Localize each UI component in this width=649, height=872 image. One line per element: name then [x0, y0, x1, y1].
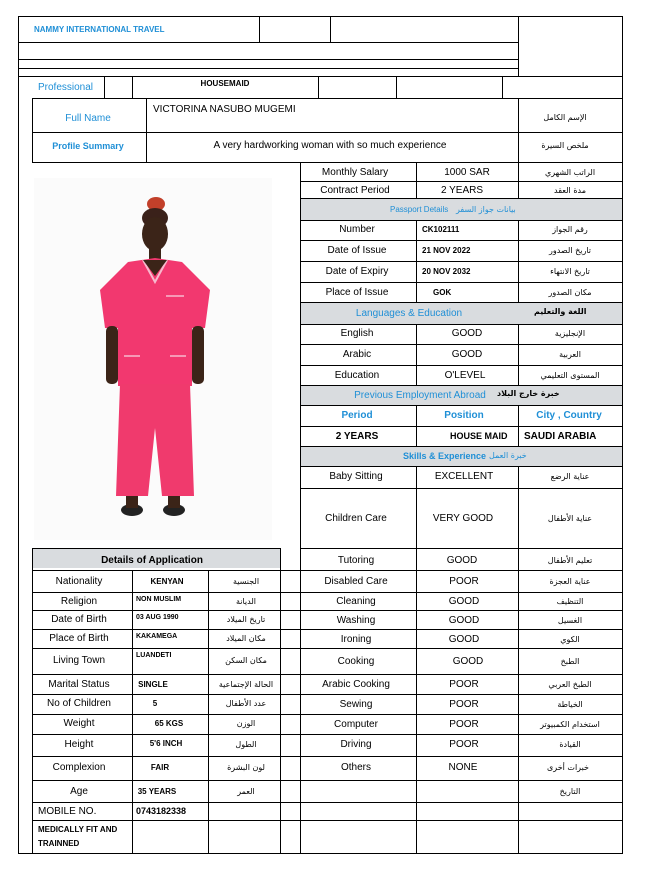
salary-value: 1000 SAR: [444, 167, 490, 178]
application-value: 5'6 INCH: [149, 739, 183, 748]
arabic-label: Arabic: [342, 349, 372, 360]
skill-ar: عناية العجزة: [549, 577, 591, 586]
skill-label: Cleaning: [336, 596, 376, 607]
passport-number-label: Number: [339, 224, 375, 235]
application-label: Nationality: [55, 576, 103, 587]
mobile-value: 0743182338: [136, 806, 187, 816]
place-of-issue-label: Place of Issue: [325, 287, 389, 298]
skill-label: Ironing: [340, 634, 372, 645]
application-label: Age: [70, 786, 88, 797]
application-label: No of Children: [47, 698, 111, 709]
period-column-header: Period: [341, 410, 373, 421]
candidate-photo: [34, 178, 272, 540]
passport-heading-ar: بيانات جواز السفر: [456, 205, 516, 214]
application-ar: عدد الأطفال: [225, 699, 267, 708]
skill-value: NONE: [448, 762, 478, 773]
issue-date-label: Date of Issue: [327, 245, 387, 256]
skills-heading: Skills & Experience: [403, 451, 487, 461]
english-label: English: [340, 328, 374, 339]
salary-ar: الراتب الشهري: [544, 168, 596, 177]
english-ar: الإنجليزية: [554, 329, 586, 338]
skill-value: GOOD: [448, 634, 480, 645]
skill-value: POOR: [449, 719, 479, 730]
full-name-value: VICTORINA NASUBO MUGEMI: [153, 104, 296, 115]
application-value: 65 KGS: [154, 719, 184, 728]
application-value: KENYAN: [150, 577, 184, 586]
application-ar: الطول: [235, 740, 257, 749]
skill-ar: الغسيل: [557, 616, 583, 625]
medical-status-line2: TRAINNED: [38, 839, 80, 848]
contract-period-value: 2 YEARS: [440, 185, 484, 196]
employment-period-value: 2 YEARS: [335, 431, 379, 442]
application-heading: Details of Application: [101, 555, 203, 566]
application-label: Weight: [63, 718, 95, 729]
contract-period-ar: مدة العقد: [554, 186, 586, 195]
date-ar: التاريخ: [559, 787, 581, 796]
education-value: O'LEVEL: [444, 370, 486, 381]
skill-label: Cooking: [337, 656, 375, 667]
skill-label: Baby Sitting: [329, 471, 383, 482]
application-value: 35 YEARS: [137, 787, 177, 796]
education-ar: المستوى التعليمي: [540, 371, 600, 380]
skill-label: Computer: [334, 719, 378, 730]
application-ar: مكان الميلاد: [226, 634, 266, 643]
application-value: SINGLE: [138, 680, 168, 689]
passport-number-ar: رقم الجواز: [552, 225, 588, 234]
application-value: KAKAMEGA: [136, 633, 178, 640]
skill-label: Sewing: [339, 699, 373, 710]
skill-ar: الطبخ: [560, 657, 580, 666]
skill-ar: الخياطة: [557, 700, 583, 709]
skill-ar: تعليم الأطفال: [547, 556, 593, 565]
skill-label: Tutoring: [337, 555, 375, 566]
skill-ar: القيادة: [559, 740, 581, 749]
application-ar: الوزن: [236, 719, 256, 728]
skill-ar: عناية الأطفال: [547, 514, 593, 523]
expiry-date-value: 20 NOV 2032: [422, 267, 471, 276]
employment-country-value: SAUDI ARABIA: [524, 431, 597, 442]
skill-label: Children Care: [325, 513, 387, 524]
skill-label: Driving: [340, 739, 372, 750]
application-ar: مكان السكن: [225, 656, 267, 665]
skill-ar: عناية الرضع: [550, 472, 590, 481]
country-column-header: City , Country: [536, 410, 602, 421]
skill-ar: الطبخ العربي: [548, 680, 592, 689]
issue-date-ar: تاريخ الصدور: [549, 246, 591, 255]
languages-heading-ar: اللغة والتعليم: [534, 307, 587, 316]
application-label: Complexion: [52, 762, 106, 773]
profile-summary-label: Profile Summary: [52, 141, 124, 151]
application-label: Place of Birth: [49, 633, 109, 644]
application-value: FAIR: [150, 763, 170, 772]
professional-label: Professional: [38, 82, 94, 93]
application-ar: العمر: [237, 787, 255, 796]
skill-value: VERY GOOD: [432, 513, 494, 524]
skill-value: GOOD: [446, 555, 478, 566]
application-ar: الديانة: [235, 597, 257, 606]
profession-value: HOUSEMAID: [200, 79, 250, 88]
skill-value: GOOD: [452, 656, 484, 667]
skill-value: GOOD: [448, 596, 480, 607]
application-label: Height: [64, 739, 94, 750]
skill-label: Washing: [336, 615, 376, 626]
skill-value: POOR: [449, 576, 479, 587]
profile-summary-value: A very hardworking woman with so much experience: [213, 140, 447, 151]
application-ar: الحالة الإجتماعية: [218, 680, 274, 689]
company-name: NAMMY INTERNATIONAL TRAVEL: [34, 25, 165, 34]
english-value: GOOD: [451, 328, 483, 339]
application-ar: تاريخ الميلاد: [226, 615, 266, 624]
employment-position-value: HOUSE MAID: [450, 431, 508, 441]
arabic-value: GOOD: [451, 349, 483, 360]
application-ar: لون البشرة: [227, 763, 265, 772]
employment-heading: Previous Employment Abroad: [354, 390, 486, 401]
skills-heading-ar: خبرة العمل: [489, 451, 527, 460]
skill-label: Arabic Cooking: [322, 679, 390, 690]
profile-summary-ar: ملخص السيرة: [541, 141, 589, 150]
skill-value: POOR: [449, 699, 479, 710]
application-value: 03 AUG 1990: [136, 614, 179, 621]
skill-value: POOR: [449, 679, 479, 690]
contract-period-label: Contract Period: [320, 185, 390, 196]
application-label: Living Town: [52, 655, 106, 666]
expiry-date-label: Date of Expiry: [325, 266, 389, 277]
medical-status-line1: MEDICALLY FIT AND: [38, 825, 118, 834]
skill-value: GOOD: [448, 615, 480, 626]
skill-ar: التنظيف: [556, 597, 584, 606]
skill-label: Disabled Care: [324, 576, 388, 587]
employment-heading-ar: خبرة خارج البلاد: [497, 389, 560, 398]
application-ar: الجنسية: [232, 577, 260, 586]
expiry-date-ar: تاريخ الانتهاء: [550, 267, 590, 276]
salary-label: Monthly Salary: [321, 167, 389, 178]
skill-label: Others: [340, 762, 372, 773]
passport-heading: Passport Details: [390, 205, 449, 214]
application-value: NON MUSLIM: [136, 596, 182, 603]
issue-date-value: 21 NOV 2022: [422, 246, 471, 255]
application-value: 5: [152, 699, 158, 708]
skill-ar: الكوي: [560, 635, 580, 644]
skill-ar: استخدام الكمبيوتر: [540, 720, 600, 729]
arabic-ar: العربية: [559, 350, 581, 359]
place-of-issue-ar: مكان الصدور: [548, 288, 592, 297]
skill-ar: خبرات أخرى: [547, 763, 589, 772]
application-label: Marital Status: [48, 679, 110, 690]
full-name-ar: الإسم الكامل: [543, 113, 587, 122]
languages-heading: Languages & Education: [355, 308, 463, 319]
application-value: LUANDETI: [136, 652, 172, 659]
full-name-label: Full Name: [65, 113, 111, 124]
position-column-header: Position: [444, 410, 484, 421]
place-of-issue-value: GOK: [433, 288, 452, 297]
application-label: Religion: [60, 596, 98, 607]
passport-number-value: CK102111: [422, 225, 460, 234]
application-label: Date of Birth: [51, 614, 107, 625]
mobile-label: MOBILE NO.: [38, 806, 97, 817]
skill-value: POOR: [449, 739, 479, 750]
skill-value: EXCELLENT: [434, 471, 494, 482]
education-label: Education: [334, 370, 380, 381]
